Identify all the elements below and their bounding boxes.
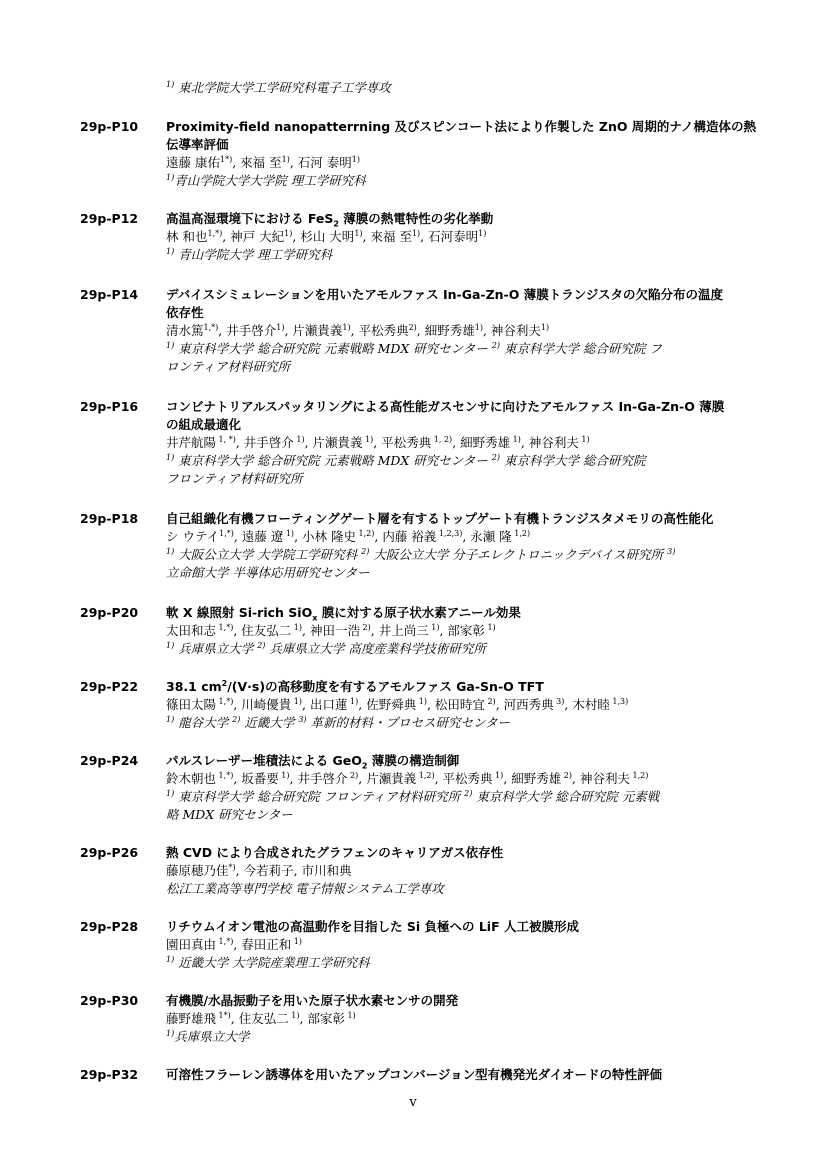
entry-authors: 藤原穂乃佳*), 今若莉子, 市川和典 [166, 862, 352, 878]
entry-title: デバイスシミュレーションを用いたアモルファス In-Ga-Zn-O 薄膜トランジスタの欠陥分布の温度 [166, 287, 724, 302]
entry-affiliation: $^{1)}$ 東京科学大学 総合研究院 フロンティア材料研究所 $^{2)}$ 東京科学大学 総合研究院 元素戦 [166, 788, 660, 804]
entry-affiliation: $^{1)}$ 大阪公立大学 大学院工学研究科 $^{2)}$ 大阪公立大学 分子エレクトロニックデバイス研究所 $^{3)}$ [166, 546, 676, 562]
entry-affiliation: $^{1)}$ 東京科学大学 総合研究院 元素戦略 MDX 研究センター $^{2)}$ 東京科学大学 総合研究院 フ [166, 340, 662, 356]
entry-affiliation: 略 MDX 研究センター [166, 807, 293, 822]
entry-title: リチウムイオン電池の高温動作を目指した Si 負極への LiF 人工被膜形成 [166, 919, 579, 934]
entry-body [166, 844, 756, 898]
entry-id: 29p-P30 [80, 993, 139, 1008]
entry-authors: 篠田太陽 $^{1,*)}$, 川崎優貴 $^{1)}$, 出口蓮 $^{1)}$, 佐野舜典 $^{1)}$, 松田時宜 $^{2)}$, 河西秀典 $^{3)}$, 木村睦 $^{1,3)}$ [166, 696, 629, 712]
entry-id: 29p-P14 [80, 287, 139, 302]
entry-affiliation: $^{1)}$青山学院大学大学院 理工学研究科 [166, 172, 366, 188]
entry-title: パルスレーザー堆積法による GeO$_2$ 薄膜の構造制御 [166, 753, 460, 771]
entry-id: 29p-P12 [80, 211, 139, 226]
entry-affiliation: $^{1)}$ 青山学院大学 理工学研究科 [166, 246, 333, 262]
entry-body [166, 286, 756, 376]
entry-id: 29p-P28 [80, 919, 139, 934]
entry-id: 29p-P32 [80, 1067, 139, 1082]
entry-id: 29p-P22 [80, 679, 139, 694]
entry-affiliation: $^{1)}$ 龍谷大学 $^{2)}$ 近畿大学 $^{3)}$ 革新的材料・プロセス研究センター [166, 714, 511, 730]
entry-id: 29p-P18 [80, 511, 139, 526]
entry-title: 自己組織化有機フローティングゲート層を有するトップゲート有機トランジスタメモリの高性能化 [166, 511, 714, 526]
entry-affiliation: フロンティア材料研究所 [166, 471, 303, 486]
entry-title: Proximity-field nanopatterrning 及びスピンコート法により作製した ZnO 周期的ナノ構造体の熱 [166, 119, 756, 134]
entry-affiliation: $^{1)}$ 東京科学大学 総合研究院 元素戦略 MDX 研究センター $^{2)}$ 東京科学大学 総合研究院 [166, 452, 646, 468]
entry-affiliation: 松江工業高等専門学校 電子情報システム工学専攻 [166, 881, 444, 896]
entry-id: 29p-P16 [80, 399, 139, 414]
entry-body [166, 210, 756, 264]
entry-body [166, 118, 756, 190]
entry-title: 依存性 [166, 305, 204, 320]
entry-title: コンビナトリアルスパッタリングによる高性能ガスセンサに向けたアモルファス In-Ga-Zn-O 薄膜 [166, 399, 725, 414]
entry-title: 高温高湿環境下における FeS$_2$ 薄膜の熱電特性の劣化挙動 [166, 211, 494, 229]
entry-id: 29p-P26 [80, 845, 139, 860]
entry-body [166, 752, 756, 824]
entry-body [166, 1066, 756, 1084]
entry-authors: シ ウテイ$^{1,*)}$, 遠藤 遼 $^{1)}$, 小林 隆史 $^{1,2)}$, 内藤 裕義 $^{1,2,3)}$, 永瀬 隆 $^{1,2)}$ [166, 528, 531, 544]
entry-body [166, 604, 756, 658]
entry-body [166, 678, 756, 732]
entry-authors: 太田和志 $^{1,*)}$, 住友弘二 $^{1)}$, 神田一浩 $^{2)}$, 井上尚三 $^{1)}$, 部家彰 $^{1)}$ [166, 622, 496, 638]
entry-title: 熱 CVD により合成されたグラフェンのキャリアガス依存性 [166, 845, 504, 860]
entry-title: 有機膜/水晶振動子を用いた原子状水素センサの開発 [166, 993, 459, 1008]
entry-title: 伝導率評価 [166, 137, 229, 152]
entry-authors: 鈴木朝也 $^{1,*)}$, 坂番要 $^{1)}$, 井手啓介 $^{2)}$, 片瀬貴義 $^{1,2)}$, 平松秀典 $^{1)}$, 細野秀雄 $^{2)}$, 神谷利夫 $^{1,2)}$ [166, 770, 649, 786]
entry-authors: 井芹航陽 $^{1, *)}$, 井手啓介 $^{1)}$, 片瀬貴義 $^{1)}$, 平松秀典 $^{1, 2)}$, 細野秀雄 $^{1)}$, 神谷利夫 $^{1)}$ [166, 434, 590, 450]
entry-title: 可溶性フラーレン誘導体を用いたアップコンバージョン型有機発光ダイオードの特性評価 [166, 1067, 662, 1082]
entry-title: 38.1 $cm^2/(V\cdot s)$の高移動度を有するアモルファス Ga-Sn-O TFT [166, 678, 544, 694]
entry-affiliation: ロンティア材料研究所 [166, 359, 291, 374]
entry-body [166, 398, 756, 488]
entry-authors: 園田真由 $^{1,*)}$, 春田正和 $^{1)}$ [166, 936, 303, 952]
entry-id: 29p-P20 [80, 605, 139, 620]
entry-affiliation: 立命館大学 半導体応用研究センター [166, 565, 370, 580]
entry-affiliation: $^{1)}$ 近畿大学 大学院産業理工学研究科 [166, 954, 370, 970]
entry-body [166, 510, 756, 582]
entry-body [166, 992, 756, 1046]
entry-title: の組成最適化 [166, 417, 242, 432]
entry-affiliation: $^{1)}$ 兵庫県立大学 $^{2)}$ 兵庫県立大学 高度産業科学技術研究所 [166, 640, 486, 656]
entry-authors: 清水篤$^{1,*)}$, 井手啓介$^{1)}$, 片瀬貴義$^{1)}$, 平松秀典$^{2)}$, 細野秀雄$^{1)}$, 神谷利夫$^{1)}$ [166, 322, 550, 338]
lead-affiliation: $^{1)}$ 東北学院大学工学研究科電子工学専攻 [166, 79, 391, 95]
entry-body [166, 918, 756, 972]
page-number: v [409, 1095, 417, 1110]
entry-authors: 藤野雄飛 $^{1*)}$, 住友弘二 $^{1)}$, 部家彰 $^{1)}$ [166, 1010, 356, 1026]
entry-id: 29p-P10 [80, 119, 139, 134]
entry-title: 軟 X 線照射 Si-rich SiO$_x$ 膜に対する原子状水素アニール効果 [166, 605, 521, 623]
entry-authors: 林 和也$^{1,*)}$, 神戸 大紀$^{1)}$, 杉山 大明$^{1)}$, 來福 至$^{1)}$, 石河泰明$^{1)}$ [166, 228, 487, 244]
entry-affiliation: $^{1)}$兵庫県立大学 [166, 1028, 250, 1044]
entry-id: 29p-P24 [80, 753, 139, 768]
entry-authors: 遠藤 康佑$^{1*)}$, 來福 至$^{1)}$, 石河 泰明$^{1)}$ [166, 154, 360, 170]
